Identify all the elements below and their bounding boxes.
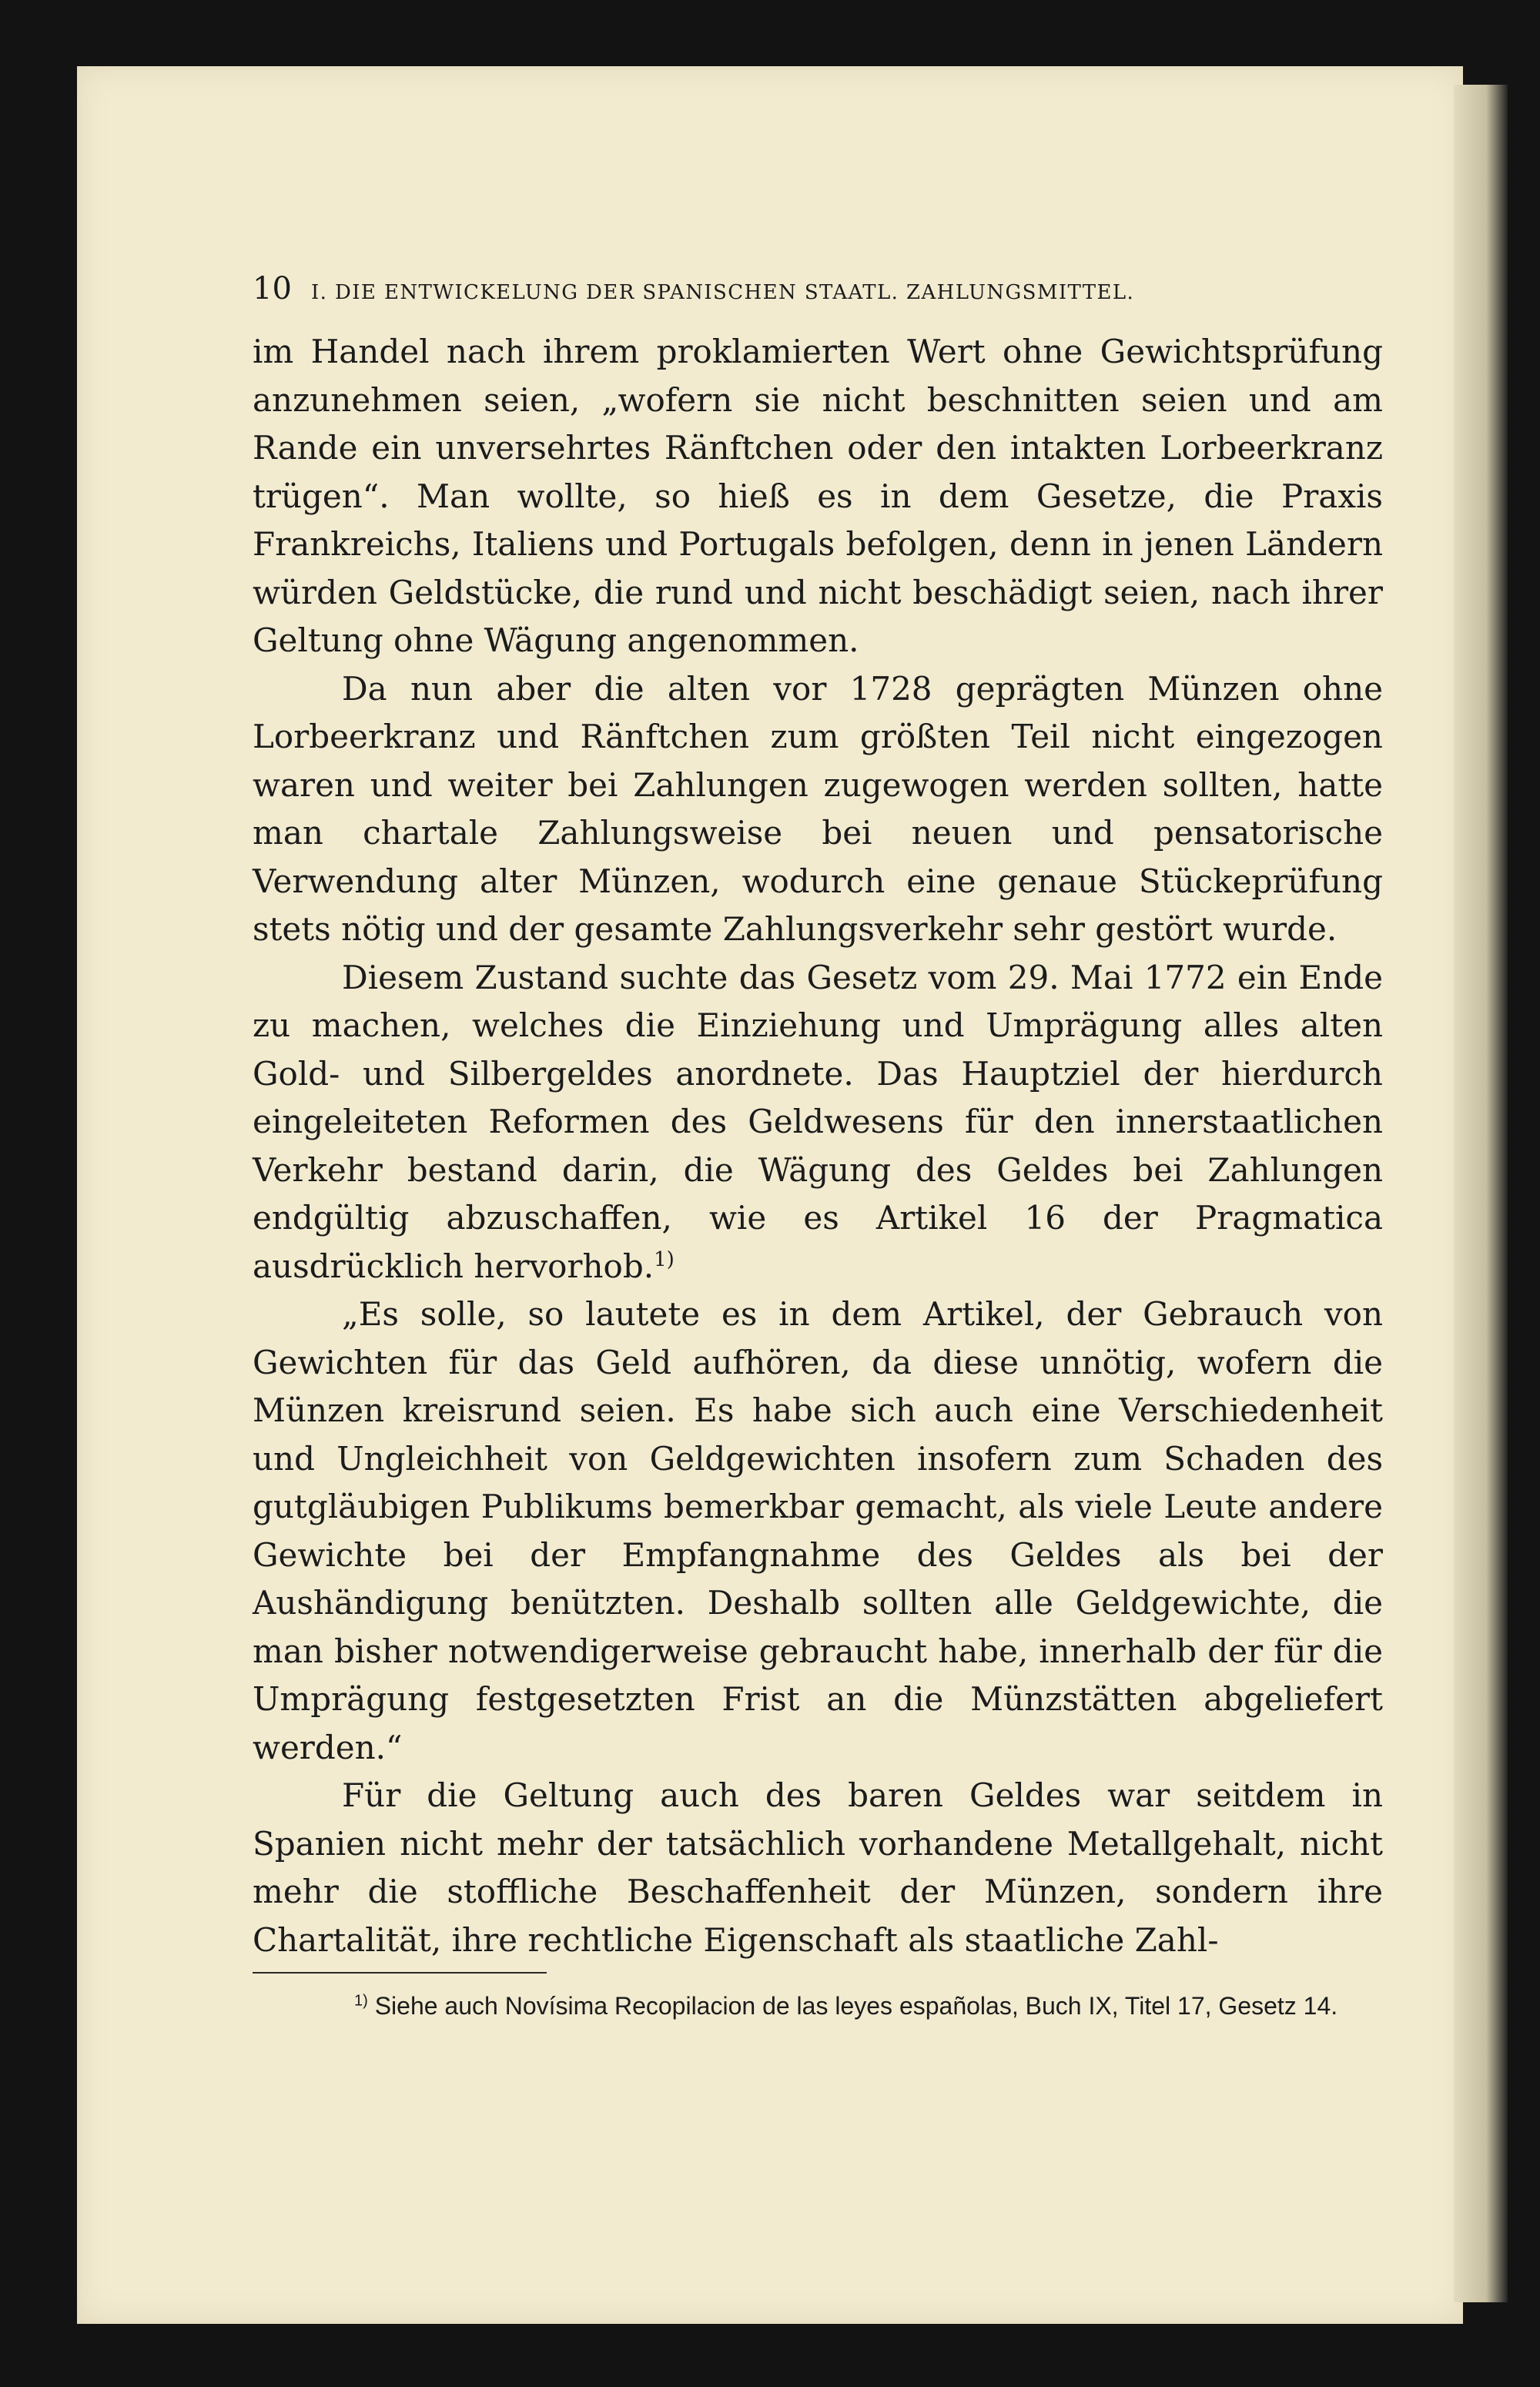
footnote-reference[interactable]: 1) (654, 1247, 675, 1271)
footnote-marker: 1) (354, 1992, 368, 2010)
paragraph (253, 954, 1383, 1291)
paragraph-text: Diesem Zustand suchte das Gesetz vom 29. Mai 1772 ein Ende zu machen, welches die Einziehung und Umprägung alles alten Gold- und Silbergeldes anordnete. Das Hauptziel der hierdurch eingeleiteten Reformen des Geldwesens für den innerstaatlichen Verkehr bestand darin, die Wägung des Geldes bei Zahlungen endgültig abzuschaffen, wie es Artikel 16 der Pragmatica ausdrücklich hervorhob. (253, 958, 1383, 1285)
running-head (253, 271, 1383, 305)
page-number: 10 (253, 271, 292, 306)
paragraph (253, 665, 1383, 954)
footnote-text: Siehe auch Novísima Recopilacion de las leyes españolas, Buch IX, Titel 17, Gesetz 14. (374, 1992, 1338, 2020)
paragraph-text: Für die Geltung auch des baren Geldes war seitdem in Spanien nicht mehr der tatsächlich vorhandene Metallgehalt, nicht mehr die stoffliche Beschaffenheit der Münzen, sondern ihre Chartalität, ihre rechtliche Eigenschaft als staatliche Zahl- (253, 1776, 1383, 1959)
paragraph (253, 1772, 1383, 1964)
paragraph (253, 328, 1383, 665)
page-content (253, 271, 1383, 2026)
paragraph (253, 1291, 1383, 1772)
paragraph-text: Da nun aber die alten vor 1728 geprägten Münzen ohne Lorbeerkranz und Ränftchen zum größten Teil nicht eingezogen waren und weiter bei Zahlungen zugewogen werden sollten, hatte man chartale Zahlungsweise bei neuen und pensatorische Verwendung alter Münzen, wodurch eine genaue Stückeprüfung stets nötig und der gesamte Zahlungsverkehr sehr gestört wurde. (253, 669, 1383, 948)
paragraph-text: „Es solle, so lautete es in dem Artikel, der Gebrauch von Gewichten für das Geld aufhören, da diese unnötig, wofern die Münzen kreisrund seien. Es habe sich auch eine Verschiedenheit und Ungleichheit von Geldgewichten insofern zum Schaden des gutgläubigen Publikums bemerkbar gemacht, als viele Leute andere Gewichte bei der Empfangnahme des Geldes als bei der Aushändigung benützten. Deshalb sollten alle Geldgewichte, die man bisher notwendigerweise gebraucht habe, innerhalb der für die Umprägung festgesetzten Frist an die Münzstätten abgeliefert werden.“ (253, 1295, 1383, 1766)
footnote-divider (253, 1972, 547, 1974)
page-edge (1454, 85, 1508, 2302)
running-head-title: I. DIE ENTWICKELUNG DER SPANISCHEN STAATL. ZAHLUNGSMITTEL. (311, 281, 1135, 304)
paragraph-text: im Handel nach ihrem proklamierten Wert ohne Gewichtsprüfung anzunehmen seien, „wofern sie nicht beschnitten seien und am Rande ein unversehrtes Ränftchen oder den intakten Lorbeerkranz trügen“. Man wollte, so hieß es in dem Gesetze, die Praxis Frankreichs, Italiens und Portugals befolgen, denn in jenen Ländern würden Geldstücke, die rund und nicht beschädigt seien, nach ihrer Geltung ohne Wägung angenommen. (253, 333, 1383, 659)
footnote (253, 1986, 1383, 2026)
